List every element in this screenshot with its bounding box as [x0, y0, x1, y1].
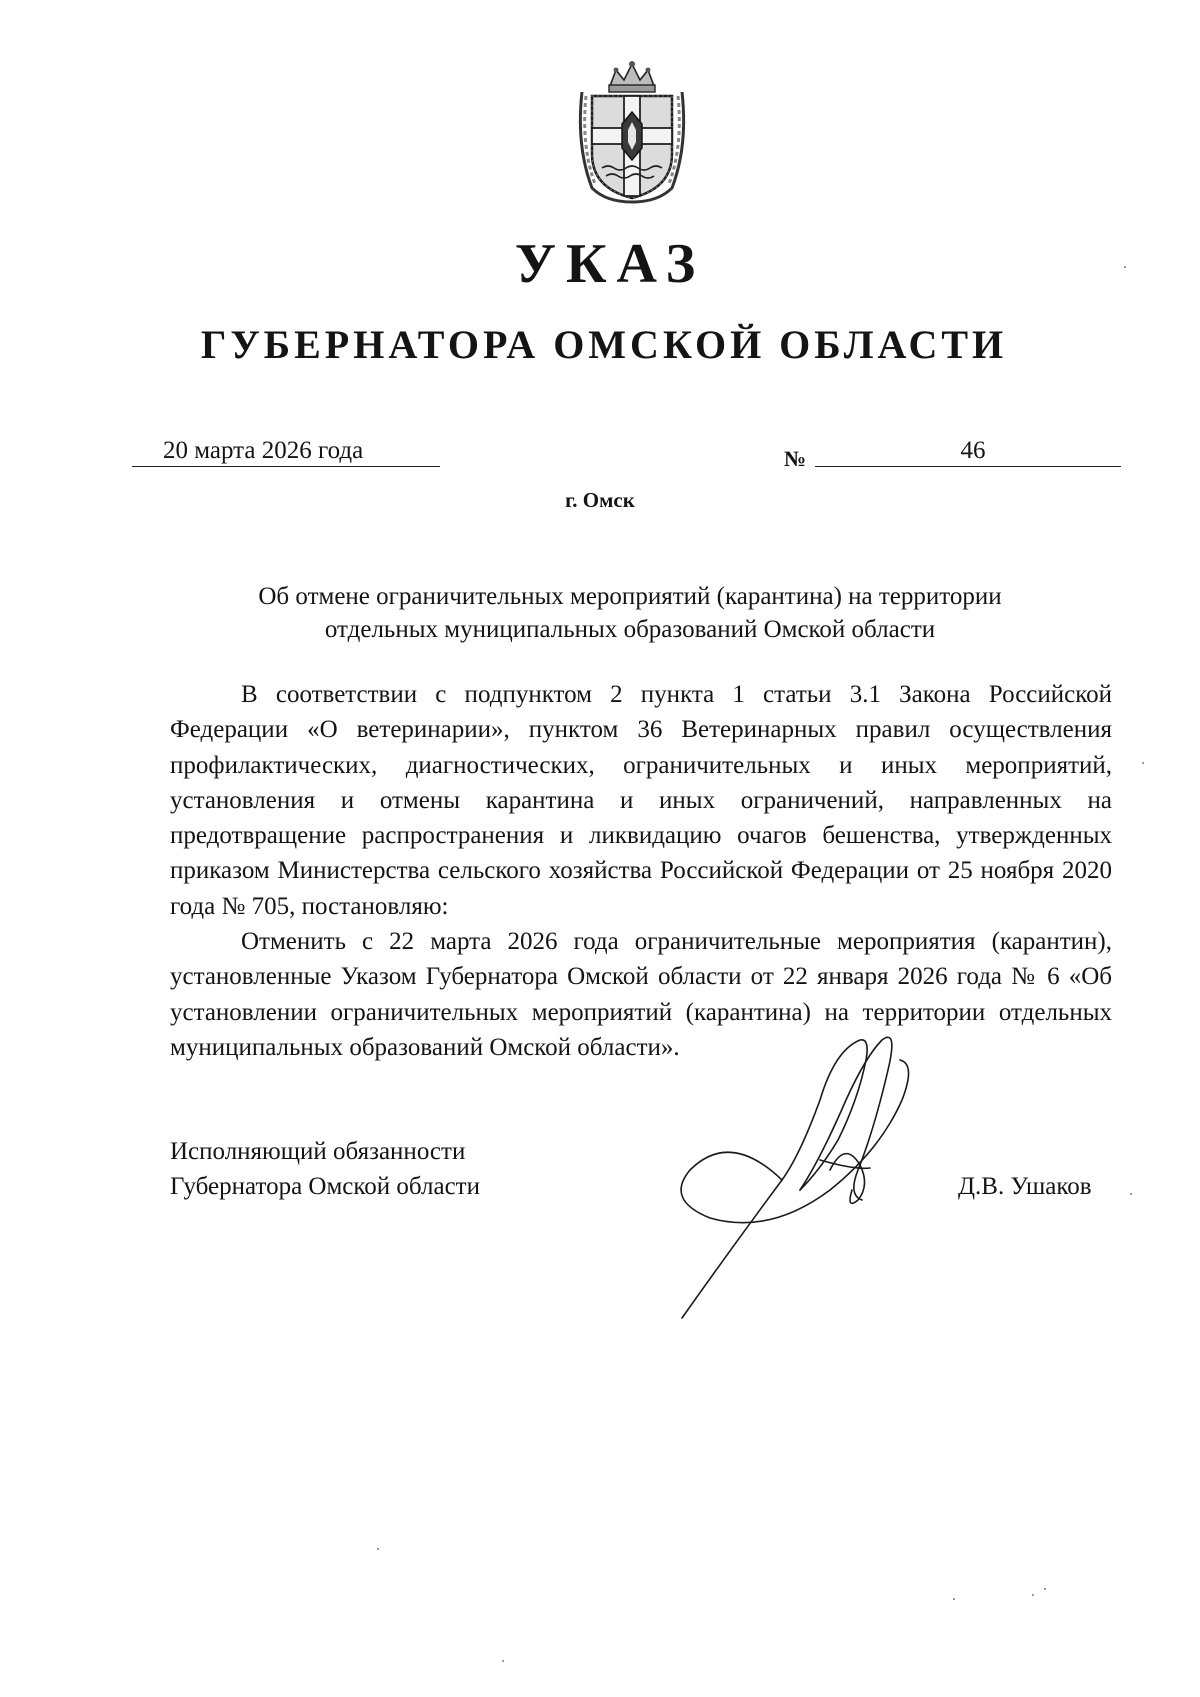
body-paragraph-preamble: В соответствии с подпунктом 2 пункта 1 статьи 3.1 Закона Российской Федерации «О ветеринарии», пунктом 36 Ветеринарных правил осуществления профилактических, диагностических, ограничительных и иных мероприятий, установления и отмены карантина и иных ограничений, направленных на предотвращение распространения и ликвидацию очагов бешенства, утвержденных приказом Министерства сельского хозяйства Российской Федерации от 25 ноября 2020 года № 705, постановляю:: [170, 681, 1112, 920]
number-label: №: [784, 446, 807, 471]
scan-speck: [1142, 762, 1144, 764]
heading-line: отдельных муниципальных образований Омской области: [324, 616, 936, 643]
signatory-position-line: Губернатора Омской области: [170, 1173, 480, 1200]
decree-date: 20 марта 2026 года: [132, 436, 440, 467]
signatory-position-line: Исполняющий обязанности: [170, 1138, 466, 1165]
document-subtitle: ГУБЕРНАТОРА ОМСКОЙ ОБЛАСТИ: [200, 322, 1008, 367]
scan-speck: [1032, 1594, 1034, 1596]
decree-body: [170, 677, 1112, 1065]
decree-heading: [150, 580, 1110, 646]
signatory-name: Д.В. Ушаков: [958, 1173, 1092, 1200]
decree-number: 46: [815, 436, 1121, 467]
scan-speck: [1130, 1193, 1132, 1195]
decree-city: г. Омск: [565, 488, 635, 512]
scan-speck: [953, 1598, 955, 1600]
scan-speck: [502, 1660, 504, 1662]
omsk-region-coat-of-arms-icon: [572, 56, 692, 206]
body-paragraph-resolution: Отменить с 22 марта 2026 года ограничительные мероприятия (карантин), установленные Указом Губернатора Омской области от 22 января 2026 года № 6 «Об установлении ограничительных мероприятий (карантина) на территории отдельных муниципальных образований Омской области».: [170, 928, 1112, 1061]
heading-line: Об отмене ограничительных мероприятий (карантина) на территории: [258, 583, 1002, 610]
scan-speck: [377, 1548, 379, 1550]
signatory-position: [170, 1134, 480, 1204]
scan-speck: [1124, 266, 1126, 268]
document-title: УКАЗ: [514, 233, 706, 295]
scan-speck: [1044, 1588, 1046, 1590]
